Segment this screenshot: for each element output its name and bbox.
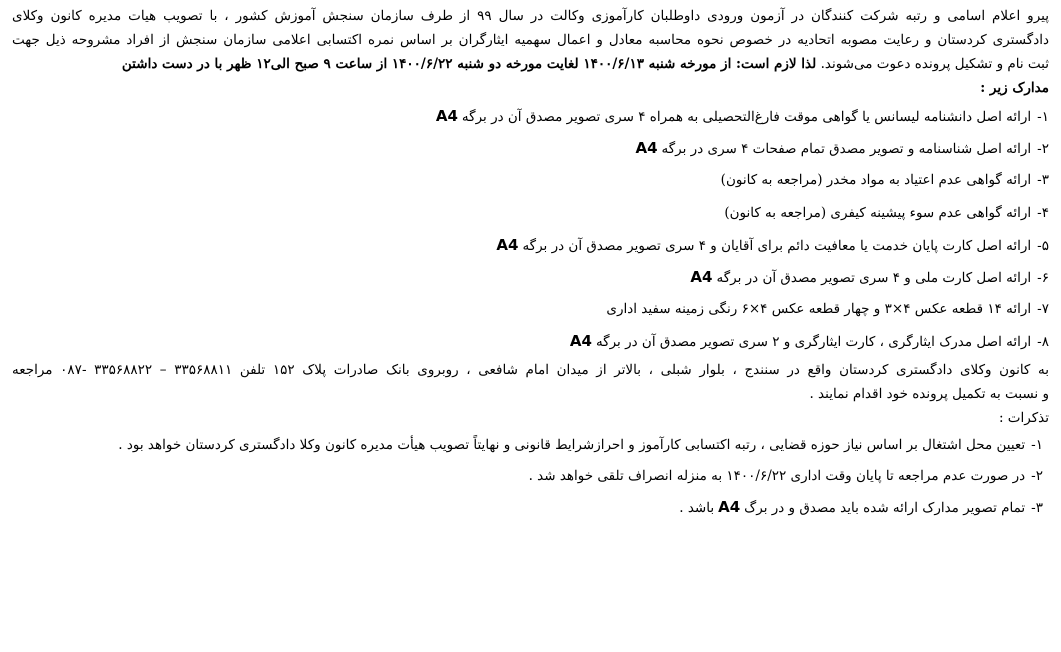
- item-number: ۳-: [1037, 172, 1049, 189]
- item-number: ۱-: [1037, 109, 1049, 125]
- document-item: [12, 132, 1049, 164]
- item-number: ۲-: [1037, 141, 1049, 158]
- item-number: ۳-: [1031, 499, 1043, 516]
- document-item: [12, 100, 1049, 132]
- item-text: ارائه گواهی عدم اعتیاد به مواد مخدر (مراجعه به کانون): [720, 172, 1032, 189]
- item-text: ارائه اصل دانشنامه لیسانس یا گواهی موقت فارغ‌التحصیلی به همراه ۴ سری تصویر مصدق آن در برگه: [461, 109, 1032, 125]
- address-line-1: به کانون وکلای دادگستری کردستان واقع در سنندج ، بلوار شبلی ، بالاتر از میدان امام شافعی ، روبروی بانک صادرات پلاک ۱۵۲ تلفن ۳۳۵۶۸۸۱۱ – ۳۳۵۶۸۸۲۲ -۰۸۷ مراجعه: [12, 361, 1049, 378]
- item-text: تمام تصویر مدارک ارائه شده باید مصدق و در برگ: [744, 499, 1026, 516]
- item-number: ۱-: [1031, 436, 1043, 453]
- item-text: ارائه اصل کارت پایان خدمت یا معافیت دائم برای آقایان و ۴ سری تصویر مصدق آن در برگه: [522, 237, 1032, 254]
- address-line-2: و نسبت به تکمیل پرونده خود اقدام نمایند .: [809, 385, 1049, 402]
- document-item: [12, 293, 1049, 325]
- item-text: ارائه گواهی عدم سوء پیشینه کیفری (مراجعه به کانون): [724, 204, 1032, 221]
- requirements-heading: مدارک زیر :: [980, 80, 1049, 96]
- item-number: ۴-: [1037, 204, 1049, 221]
- intro-paragraph: [12, 4, 1049, 100]
- paper-size-label: A4: [496, 235, 519, 254]
- paper-size-label: A4: [635, 139, 658, 158]
- item-text: تعیین محل اشتغال بر اساس نیاز حوزه قضایی ، رتبه اکتسابی کارآموز و احرازشرایط قانونی و نهایتاً تصویب هیأت مدیره کانون وکلا دادگستری کردستان خواهد بود .: [118, 436, 1026, 453]
- item-text: ارائه ۱۴ قطعه عکس ۴×۳ و چهار قطعه عکس ۴×۶ رنگی زمینه سفید اداری: [606, 301, 1032, 318]
- intro-line-1: پیرو اعلام اسامی و رتبه شرکت کنندگان در آزمون ورودی داوطلبان کارآموزی وکالت در سال ۹۹ از طرف سازمان سنجش آموزش کشور ، با تصویب هیات مدیره کانون وکلای: [12, 8, 1049, 24]
- item-text: ارائه اصل شناسنامه و تصویر مصدق تمام صفحات ۴ سری در برگه: [661, 141, 1032, 158]
- item-number: ۶-: [1037, 269, 1049, 286]
- item-text: ارائه اصل مدرک ایثارگری ، کارت ایثارگری و ۲ سری تصویر مصدق آن در برگه: [595, 334, 1032, 351]
- intro-invitation-text: ثبت نام و تشکیل پرونده دعوت می‌شوند.: [820, 56, 1049, 72]
- paper-size-label: A4: [718, 497, 741, 516]
- note-item: [12, 492, 1043, 523]
- item-number: ۷-: [1037, 301, 1049, 318]
- required-documents-list: [12, 100, 1049, 358]
- intro-line-3: [12, 52, 1049, 76]
- item-number: ۲-: [1031, 467, 1043, 484]
- notes-heading: تذکرات :: [998, 409, 1049, 426]
- intro-line-2: دادگستری کردستان و رعایت مصوبه اتحادیه در خصوص نحوه محاسبه معادل و اعمال سهمیه ایثارگران بر اساس نمره اکتسابی اعلامی سازمان سنجش از افراد مشروحه ذیل جهت: [12, 32, 1049, 48]
- item-number: ۵-: [1037, 237, 1049, 254]
- note-item: [12, 461, 1043, 492]
- paper-size-label: A4: [690, 267, 713, 286]
- document-item: [12, 229, 1049, 261]
- paper-size-label: A4: [435, 107, 458, 125]
- paper-size-label: A4: [569, 332, 592, 351]
- document-item: [12, 325, 1049, 357]
- item-text: در صورت عدم مراجعه تا پایان وقت اداری ۱۴۰۰/۶/۲۲ به منزله انصراف تلقی خواهد شد .: [528, 467, 1026, 484]
- document-item: [12, 164, 1049, 196]
- registration-period-text: لذا لازم است: از مورخه شنبه ۱۴۰۰/۶/۱۳ لغایت مورخه دو شنبه ۱۴۰۰/۶/۲۲ از ساعت ۹ صبح الی۱۲ ظهر با در دست داشتن: [121, 56, 817, 72]
- item-number: ۸-: [1037, 334, 1049, 351]
- item-text: ارائه اصل کارت ملی و ۴ سری تصویر مصدق آن در برگه: [716, 269, 1032, 286]
- notes-list: [12, 430, 1049, 523]
- document-item: [12, 197, 1049, 229]
- address-paragraph: [12, 358, 1049, 406]
- item-text-tail: باشد .: [679, 499, 715, 516]
- note-item: [12, 430, 1043, 461]
- document-item: [12, 261, 1049, 293]
